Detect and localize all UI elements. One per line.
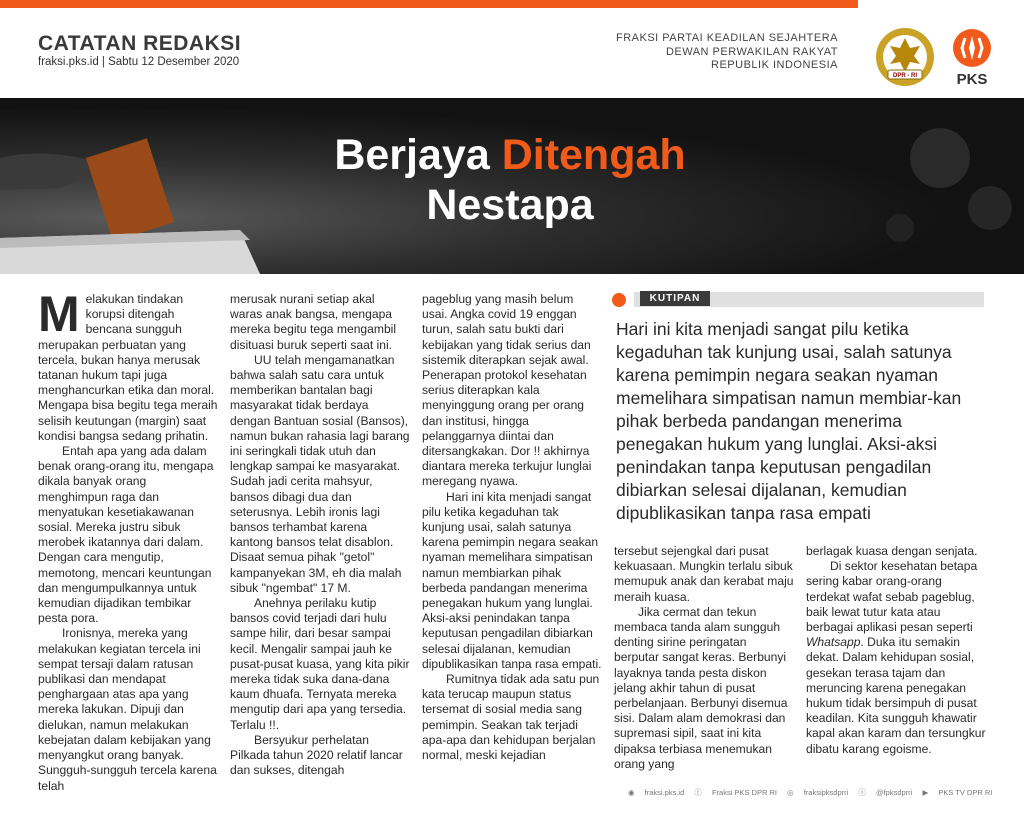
emblem-text: DPR - RI [893, 73, 917, 79]
ink-splatter-decoration [820, 98, 1024, 274]
instagram-icon: ◎ [787, 788, 794, 797]
paragraph: Anehnya perilaku kutip bansos covid terjadi dari hulu sampe hilir, dari besar sampai kecil. Mengalir sampai jauh ke pusat-pusat kuasa, yang kita pikir mereka tidak suka dana-dana kaum dhuafa. Ternyata mereka mengutip dari apa yang tersedia. Terlalu !!. [230, 596, 410, 732]
pks-logo-text: PKS [956, 71, 988, 88]
dpr-emblem-icon [874, 26, 936, 88]
globe-icon: ◉ [628, 788, 635, 797]
quote-label: KUTIPAN [640, 291, 710, 306]
drop-cap: M [38, 286, 80, 342]
paragraph: Jika cermat dan tekun membaca tanda alam sungguh denting sirine peringatan berputar sangat keras. Berbunyi layaknya tanda pesta diskon jelang akhir tahun di pusat perbelanjaan. Berbunyi disemua sisi. Dalam alam demokrasi dan supremasi sipil, saat ini kita dipaksa terbiasa menemukan orang yang [614, 604, 788, 771]
quote-bullet-icon [612, 293, 626, 307]
youtube-icon: ▶ [922, 788, 929, 797]
twitter-icon: ⓣ [858, 788, 866, 797]
source-date-line: fraksi.pks.id | Sabtu 12 Desember 2020 [38, 56, 240, 68]
paragraph: Bersyukur perhelatan Pilkada tahun 2020 relatif lancar dan sukses, ditengah [230, 732, 403, 778]
headline-word-1: Berjaya [334, 131, 490, 179]
org-line-1: FRAKSI PARTAI KEADILAN SEJAHTERA [616, 32, 838, 44]
article-column-5 [806, 544, 986, 757]
pks-logo-icon [948, 28, 996, 88]
article-column-4 [614, 544, 794, 772]
article-column-2 [230, 292, 410, 779]
headline-word-3: Nestapa [426, 181, 594, 229]
top-accent-bar [0, 0, 1024, 8]
headline [200, 130, 820, 230]
org-line-2: DEWAN PERWAKILAN RAKYAT [665, 45, 838, 58]
footer-instagram[interactable]: fraksipksdprri [803, 788, 849, 797]
social-footer [620, 787, 1000, 801]
headline-accent-word: Ditengah [501, 131, 686, 179]
footer-youtube[interactable]: PKS TV DPR RI [938, 788, 993, 797]
paragraph: berlagak kuasa dengan senjata. [806, 544, 978, 558]
footer-twitter[interactable]: @fpksdprri [875, 788, 913, 797]
paragraph: elakukan tindakan korupsi ditengah bencana sungguh merupakan perbuatan yang tercela, bukan hanya merusak tatanan hukum tapi juga menghancurkan etika dan moral. Mengapa bisa begitu tega meraih selisih keutungan (margin) saat kondisi bangsa sedang prihatin. [38, 292, 218, 443]
footer-facebook[interactable]: Fraksi PKS DPR RI [711, 788, 777, 797]
quote-text: Hari ini kita menjadi sangat pilu ketika kegaduhan tak kunjung usai, salah satunya karena pemimpin negara seakan nyaman memelihara simpatisan namun membiar-kan pihak berbeda pandangan menerima penegakan hukum yang lunglai. Aksi-aksi penindakan tanpa keputusan pengadilan dibiarkan selesai dijalanan, kemudian dipublikasikan tanpa rasa empati [616, 319, 962, 523]
facebook-icon: ⓕ [694, 788, 702, 797]
section-title: CATATAN REDAKSI [38, 32, 242, 55]
paragraph: Hari ini kita menjadi sangat pilu ketika kegaduhan tak kunjung usai, salah satunya karena pemimpin negara seakan nyaman memelihara simpatisan namun membiarkan pihak berbeda pandangan menerima penegakan hukum yang lunglai. Aksi-aksi penindakan tanpa keputusan pengadilan dibiarkan selesai dijalanan, kemudian dipublikasikan tanpa rasa empati. [422, 489, 602, 671]
app-name: Whatsapp [806, 635, 861, 650]
paragraph: UU telah mengamanatkan bahwa salah satu cara untuk memberikan bantalan bagi masyarakat tidak berdaya dengan Bantuan sosial (Bansos), namun bukan rahasia lagi barang ini seringkali tidak utuh dan lengkap sampai ke masyarakat. Sudah jadi cerita mahsyur, bansos dibagi dua dan seterusnya. Lebih ironis lagi bansos terhambat karena kantong bansos telat disablon. Disaat semua pihak "getol" kampanyekan 3M, eh dia malah sibuk "ngembat" 17 M. [230, 352, 410, 595]
paragraph-text: Di sektor kesehatan betapa sering kabar orang-orang terdekat wafat sebab pageblug, baik lewat tutur kata atau berbagai aplikasi pesan seperti [806, 559, 978, 635]
organization-name [616, 32, 838, 73]
paragraph: pageblug yang masih belum usai. Angka covid 19 enggan turun, salah satu bukti dari kebijakan yang tidak serius dan sistemik diterapkan sejak awal. Penerapan protokol kesehatan serius diterapkan kala menyinggung orang per orang dan institusi, hingga pelanggarnya diintai dan ditersangkakan. Dor !! akhirnya diantara mereka terkujur lunglai meregang nyawa. [422, 292, 592, 489]
article-column-1 [38, 286, 218, 794]
paragraph: Rumitnya tidak ada satu pun kata terucap maupun status tersemat di sosial media sang pemimpin. Seakan tak terjadi apa-apa dan kehidupan berjalan normal, meski kejadian [422, 672, 600, 763]
paragraph [806, 559, 986, 757]
orange-stripe [0, 0, 858, 8]
hero-banner [0, 98, 1024, 274]
paragraph: Entah apa yang ada dalam benak orang-orang itu, mengapa dikala banyak orang menghimpun raga dan menyatukan kesetiakawanan sosial. Mereka justru sibuk merobek ikatannya dari dalam. Dengan cara mengutip, memotong, mencari keuntungan dan mengumpulkannya untuk kemudian dijadikan tembikar pesta pora. [38, 444, 214, 626]
paragraph-text: . Duka itu semakin dekat. Dalam kehidupan sosial, gesekan terasa tajam dan meruncing karena penegakan hukum tidak bersimpuh di pusat keadilan. Kita sungguh khawatir kapal akan karam dan tersungkur dibatu karang egoisme. [806, 635, 986, 756]
org-line-3: REPUBLIK INDONESIA [711, 59, 838, 71]
paragraph: tersebut sejengkal dari pusat kekuasaan. Mungkin terlalu sibuk memupuk anak dan kerabat maju meraih kuasa. [614, 544, 794, 604]
article-column-3 [422, 292, 602, 763]
paragraph: merusak nurani setiap akal waras anak bangsa, mengapa mereka begitu tega mengambil disituasi buruk seperti saat ini. [230, 292, 397, 352]
page-header [0, 8, 1024, 98]
footer-website[interactable]: fraksi.pks.id [644, 788, 685, 797]
paragraph: Ironisnya, mereka yang melakukan kegiatan tercela ini sempat tersaji dalam ratusan publikasi dan mendapat penghargaan atas apa yang mereka lakukan. Dipuji dan dielukan, namun melakukan kebejatan dalam kebijakan yang menyangkut orang banyak. Sungguh-sungguh tercela karena telah [38, 626, 217, 793]
